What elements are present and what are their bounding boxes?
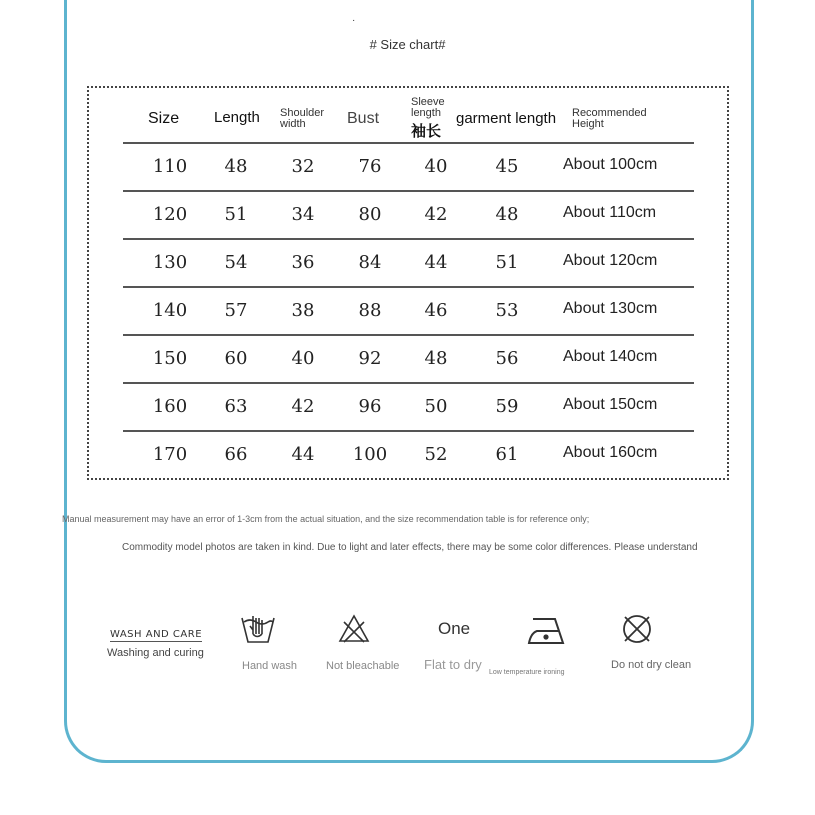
- iron-low-icon: [527, 615, 567, 650]
- cell-garment: 45: [495, 156, 519, 177]
- cell-size: 130: [152, 252, 188, 273]
- care-label-flat-to-dry: Flat to dry: [424, 657, 482, 672]
- care-label-low-temp-ironing: Low temperature ironing: [489, 669, 565, 676]
- cell-height: About 160cm: [563, 444, 658, 461]
- cell-size: 160: [152, 396, 188, 417]
- cell-garment: 61: [495, 444, 519, 465]
- no-dry-clean-icon: [620, 612, 654, 651]
- table-rule: [123, 286, 694, 288]
- cell-shoulder: 44: [291, 444, 315, 465]
- cell-garment: 59: [495, 396, 519, 417]
- cell-bust: 80: [358, 204, 382, 225]
- cell-bust: 76: [358, 156, 382, 177]
- cell-size: 110: [152, 156, 188, 177]
- cell-bust: 88: [358, 300, 382, 321]
- wash-care-subheading: Washing and curing: [107, 647, 204, 659]
- cell-bust: 96: [358, 396, 382, 417]
- header-sleeve-cn: 袖长: [411, 122, 442, 140]
- cell-length: 66: [224, 444, 248, 465]
- cell-garment: 51: [495, 252, 519, 273]
- cell-garment: 53: [495, 300, 519, 321]
- no-bleach-icon: [338, 614, 370, 649]
- cell-sleeve: 52: [424, 444, 448, 465]
- header-sleeve-length: [411, 97, 445, 119]
- cell-shoulder: 36: [291, 252, 315, 273]
- cell-height: About 150cm: [563, 396, 658, 413]
- header-garment-length: garment length: [456, 110, 557, 127]
- table-rule: [123, 334, 694, 336]
- page-title: # Size chart#: [369, 37, 446, 52]
- care-label-do-not-dry-clean: Do not dry clean: [611, 659, 692, 671]
- cell-bust: 100: [352, 444, 388, 465]
- cell-height: About 120cm: [563, 252, 658, 269]
- color-note: Commodity model photos are taken in kind. Due to light and later effects, there may be some color differences. Please understand: [122, 542, 698, 553]
- cell-height: About 130cm: [563, 300, 658, 317]
- cell-size: 170: [152, 444, 188, 465]
- cell-shoulder: 32: [291, 156, 315, 177]
- cell-length: 48: [224, 156, 248, 177]
- cell-length: 57: [224, 300, 248, 321]
- cell-size: 150: [152, 348, 188, 369]
- cell-height: About 100cm: [563, 156, 658, 173]
- cell-size: 140: [152, 300, 188, 321]
- header-shoulder-line1: Shoulder: [280, 107, 325, 119]
- care-label-hand-wash: Hand wash: [242, 660, 298, 672]
- cell-sleeve: 46: [424, 300, 448, 321]
- cell-sleeve: 48: [424, 348, 448, 369]
- cell-garment: 56: [495, 348, 519, 369]
- care-label-not-bleachable: Not bleachable: [326, 660, 400, 672]
- hand-wash-icon: [240, 612, 276, 649]
- header-length: Length: [214, 109, 260, 126]
- cell-shoulder: 34: [291, 204, 315, 225]
- cell-sleeve: 44: [424, 252, 448, 273]
- cell-shoulder: 42: [291, 396, 315, 417]
- header-height-line2: Height: [572, 118, 604, 130]
- header-sleeve-line1: Sleeve: [411, 96, 445, 108]
- table-rule: [123, 238, 694, 240]
- table-rule: [123, 382, 694, 384]
- cell-sleeve: 40: [424, 156, 448, 177]
- flat-dry-symbol: One: [438, 619, 471, 638]
- header-size: Size: [148, 110, 180, 127]
- cell-height: About 140cm: [563, 348, 658, 365]
- table-rule: [123, 142, 694, 144]
- header-recommended-height: [572, 108, 647, 130]
- table-rule: [123, 430, 694, 432]
- cell-size: 120: [152, 204, 188, 225]
- size-chart-box: [87, 86, 729, 480]
- cell-length: 54: [224, 252, 248, 273]
- cell-sleeve: 42: [424, 204, 448, 225]
- header-sleeve-line2: length: [411, 107, 441, 119]
- cell-length: 63: [224, 396, 248, 417]
- decorative-dot: ·: [352, 15, 356, 26]
- cell-length: 51: [224, 204, 248, 225]
- header-shoulder-line2: width: [280, 118, 306, 130]
- cell-height: About 110cm: [563, 204, 657, 221]
- cell-length: 60: [224, 348, 248, 369]
- cell-shoulder: 38: [291, 300, 315, 321]
- header-height-line1: Recommended: [572, 107, 647, 119]
- table-rule: [123, 190, 694, 192]
- cell-bust: 92: [358, 348, 382, 369]
- wash-care-heading: WASH AND CARE: [110, 629, 203, 640]
- cell-bust: 84: [358, 252, 382, 273]
- cell-shoulder: 40: [291, 348, 315, 369]
- header-bust: Bust: [347, 110, 380, 127]
- measurement-note: Manual measurement may have an error of 1-3cm from the actual situation, and the size recommendation table is for reference only;: [62, 514, 590, 524]
- header-shoulder-width: [280, 108, 324, 130]
- cell-sleeve: 50: [424, 396, 448, 417]
- cell-garment: 48: [495, 204, 519, 225]
